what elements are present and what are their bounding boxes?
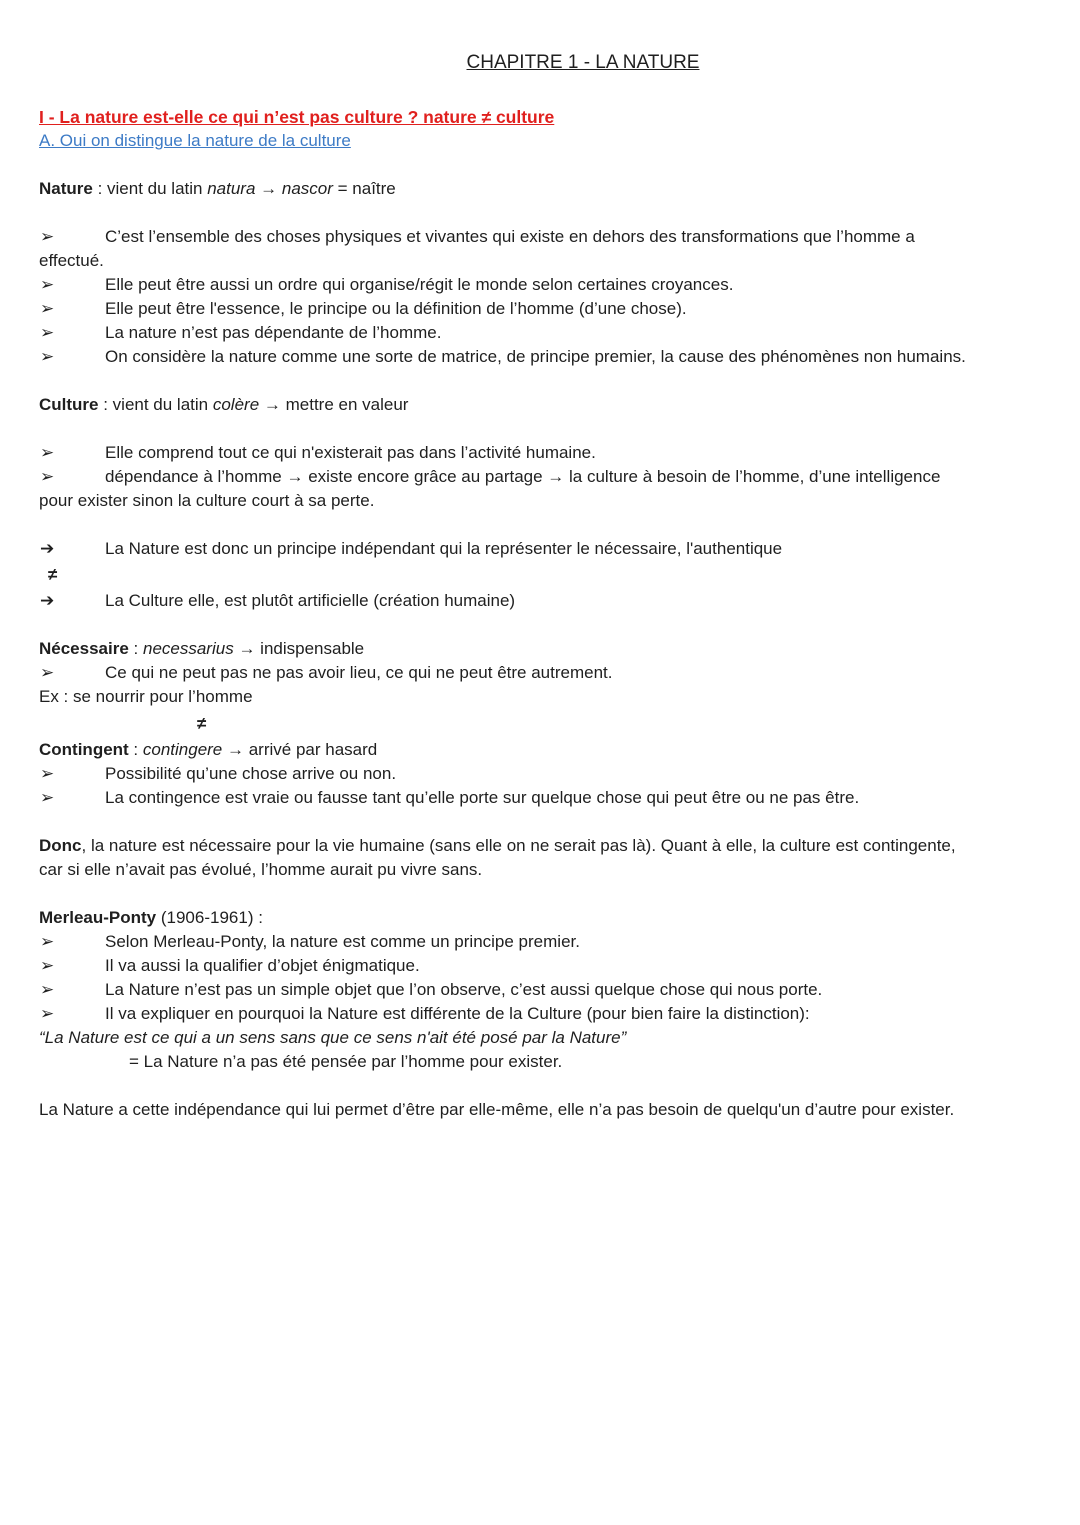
necessaire-definition: Nécessaire : necessarius → indispensable bbox=[39, 639, 365, 658]
bullet-icon: ➢ bbox=[40, 443, 55, 462]
list-item: ➢ C’est l’ensemble des choses physiques et vivantes qui existe en dehors des transformations que l’homme a bbox=[39, 225, 1029, 249]
conclusion-line: ➔ La Culture elle, est plutôt artificielle (création humaine) bbox=[39, 589, 1029, 613]
arrow-icon: ➔ bbox=[40, 539, 55, 558]
list-item: ➢ Selon Merleau-Ponty, la nature est comme un principe premier. bbox=[39, 930, 1029, 954]
right-arrow-icon: → bbox=[260, 179, 278, 198]
example-text: Ex : se nourrir pour l’homme bbox=[39, 687, 253, 706]
final-paragraph: La Nature a cette indépendance qui lui permet d’être par elle-même, elle n’a pas besoin de quelqu'un d’autre pour exister. bbox=[39, 1100, 955, 1119]
list-item: ➢ dépendance à l’homme → existe encore grâce au partage → la culture à besoin de l’homme, d’une intelligence bbox=[39, 465, 1029, 489]
right-arrow-icon: → bbox=[238, 639, 256, 658]
list-item: ➢ Il va expliquer en pourquoi la Nature est différente de la Culture (pour bien faire la distinction): bbox=[39, 1002, 1029, 1026]
term-necessaire: Nécessaire bbox=[39, 639, 129, 658]
document-page: CHAPITRE 1 - LA NATURE I - La nature est-elle ce qui n’est pas culture ? nature ≠ culture A. Oui on distingue la nature de la culture Nature : vient du latin natura → nascor = naître ➢ C’est l’ensemble des choses physiques et vivantes qui existe en dehors des transformations que l’homme a effectué. ➢ Elle peut être aussi un ordre qui organise/régit le monde selon certaines croyances. ➢ Elle peut être l'essence, le principe ou la définition de l’homme (d’une chose). ➢ La nature n’est pas dépendante de l’homme. ➢ On considère la nature comme une sorte de matrice, de principe premier, la cause des phénomènes non humains. Culture : vient du latin colère → mettre en valeur ➢ Elle comprend tout ce qui n'existerait pas dans l’activité humaine. ➢ dépendance à l’homme → existe encore grâce au partage → la culture à besoin de l’homme, d’une intelligence pour exister sinon la culture court à sa perte. ➔ La Nature est donc un principe indépendant qui la représenter le nécessaire, l'authentique ≠ ➔ La Culture elle, est plutôt artificielle (création humaine) Nécessaire : necessarius → indispensable ➢ Ce qui ne peut pas ne pas avoir lieu, ce qui ne peut être autrement. Ex : se nourrir pour l’homme ≠ Contingent : contingere → arrivé par hasard ➢ Possibilité qu’une chose arrive ou non. ➢ La contingence est vraie ou fausse tant qu’elle porte sur quelque chose qui peut être ou ne pas être. Donc, la nature est nécessaire pour la vie humaine (sans elle on ne serait pas là). Quant à elle, la culture est contingente, car si elle n’avait pas évolué, l’homme aurait pu vivre sans. Merleau-Ponty (1906-1961) : ➢ Selon Merleau-Ponty, la nature est comme un principe premier. ➢ Il va aussi la qualifier d’objet énigmatique. ➢ La Nature n’est pas un simple objet que l’on observe, c’est aussi quelque chose qui nous porte. ➢ Il va expliquer en pourquoi la Nature est différente de la Culture (pour bien faire la distinction): “La Nature est ce qui a un sens sans que ce sens n'ait été posé par la Nature” = La Nature n’a pas été pensée par l’homme pour exister. La Nature a cette indépendance qui lui permet d’être par elle-même, elle n’a pas besoin de quelqu'un d’autre pour exister. bbox=[39, 48, 1029, 1122]
merleau-ponty-heading: Merleau-Ponty (1906-1961) : bbox=[39, 908, 263, 927]
bullet-icon: ➢ bbox=[40, 1004, 55, 1023]
list-item: ➢ Elle peut être l'essence, le principe ou la définition de l’homme (d’une chose). bbox=[39, 297, 1029, 321]
right-arrow-icon: → bbox=[286, 467, 304, 486]
term-contingent: Contingent bbox=[39, 740, 129, 759]
culture-definition: Culture : vient du latin colère → mettre en valeur bbox=[39, 395, 409, 414]
bullet-icon: ➢ bbox=[40, 764, 55, 783]
list-item: ➢ La nature n’est pas dépendante de l’homme. bbox=[39, 321, 1029, 345]
donc-paragraph: Donc, la nature est nécessaire pour la vie humaine (sans elle on ne serait pas là). Quant à elle, la culture est contingente, bbox=[39, 836, 956, 855]
bullet-icon: ➢ bbox=[40, 299, 55, 318]
contingent-definition: Contingent : contingere → arrivé par hasard bbox=[39, 740, 378, 759]
subsection-heading: A. Oui on distingue la nature de la culture bbox=[39, 131, 351, 150]
list-item: ➢ Elle comprend tout ce qui n'existerait pas dans l’activité humaine. bbox=[39, 441, 1029, 465]
quote: “La Nature est ce qui a un sens sans que ce sens n'ait été posé par la Nature” bbox=[39, 1028, 627, 1047]
list-item: ➢ La Nature n’est pas un simple objet que l’on observe, c’est aussi quelque chose qui nous porte. bbox=[39, 978, 1029, 1002]
bullet-icon: ➢ bbox=[40, 932, 55, 951]
not-equal-icon: ≠ bbox=[48, 565, 58, 584]
bullet-icon: ➢ bbox=[40, 467, 55, 486]
list-item: ➢ La contingence est vraie ou fausse tant qu’elle porte sur quelque chose qui peut être ou ne pas être. bbox=[39, 786, 1029, 810]
arrow-icon: ➔ bbox=[40, 591, 55, 610]
not-equal-icon: ≠ bbox=[197, 714, 207, 733]
bullet-icon: ➢ bbox=[40, 347, 55, 366]
nature-definition: Nature : vient du latin natura → nascor = naître bbox=[39, 179, 396, 198]
list-item: ➢ Ce qui ne peut pas ne pas avoir lieu, ce qui ne peut être autrement. bbox=[39, 661, 1029, 685]
bullet-icon: ➢ bbox=[40, 663, 55, 682]
list-item: ➢ Il va aussi la qualifier d’objet énigmatique. bbox=[39, 954, 1029, 978]
list-item: ➢ On considère la nature comme une sorte de matrice, de principe premier, la cause des phénomènes non humains. bbox=[39, 345, 1029, 369]
conclusion-line: ➔ La Nature est donc un principe indépendant qui la représenter le nécessaire, l'authentique bbox=[39, 537, 1029, 561]
list-item: ➢ Possibilité qu’une chose arrive ou non. bbox=[39, 762, 1029, 786]
section-heading: I - La nature est-elle ce qui n’est pas culture ? nature ≠ culture bbox=[39, 107, 555, 127]
bullet-icon: ➢ bbox=[40, 275, 55, 294]
bullet-icon: ➢ bbox=[40, 227, 55, 246]
bullet-icon: ➢ bbox=[40, 980, 55, 999]
right-arrow-icon: → bbox=[263, 395, 281, 414]
term-culture: Culture bbox=[39, 395, 99, 414]
term-nature: Nature bbox=[39, 179, 93, 198]
page-title: CHAPITRE 1 - LA NATURE bbox=[466, 52, 700, 73]
right-arrow-icon: → bbox=[547, 467, 565, 486]
list-item: ➢ Elle peut être aussi un ordre qui organise/régit le monde selon certaines croyances. bbox=[39, 273, 1029, 297]
bullet-icon: ➢ bbox=[40, 956, 55, 975]
bullet-icon: ➢ bbox=[40, 323, 55, 342]
bullet-icon: ➢ bbox=[40, 788, 55, 807]
right-arrow-icon: → bbox=[227, 740, 244, 759]
quote-explanation: = La Nature n’a pas été pensée par l’homme pour exister. bbox=[129, 1052, 563, 1071]
